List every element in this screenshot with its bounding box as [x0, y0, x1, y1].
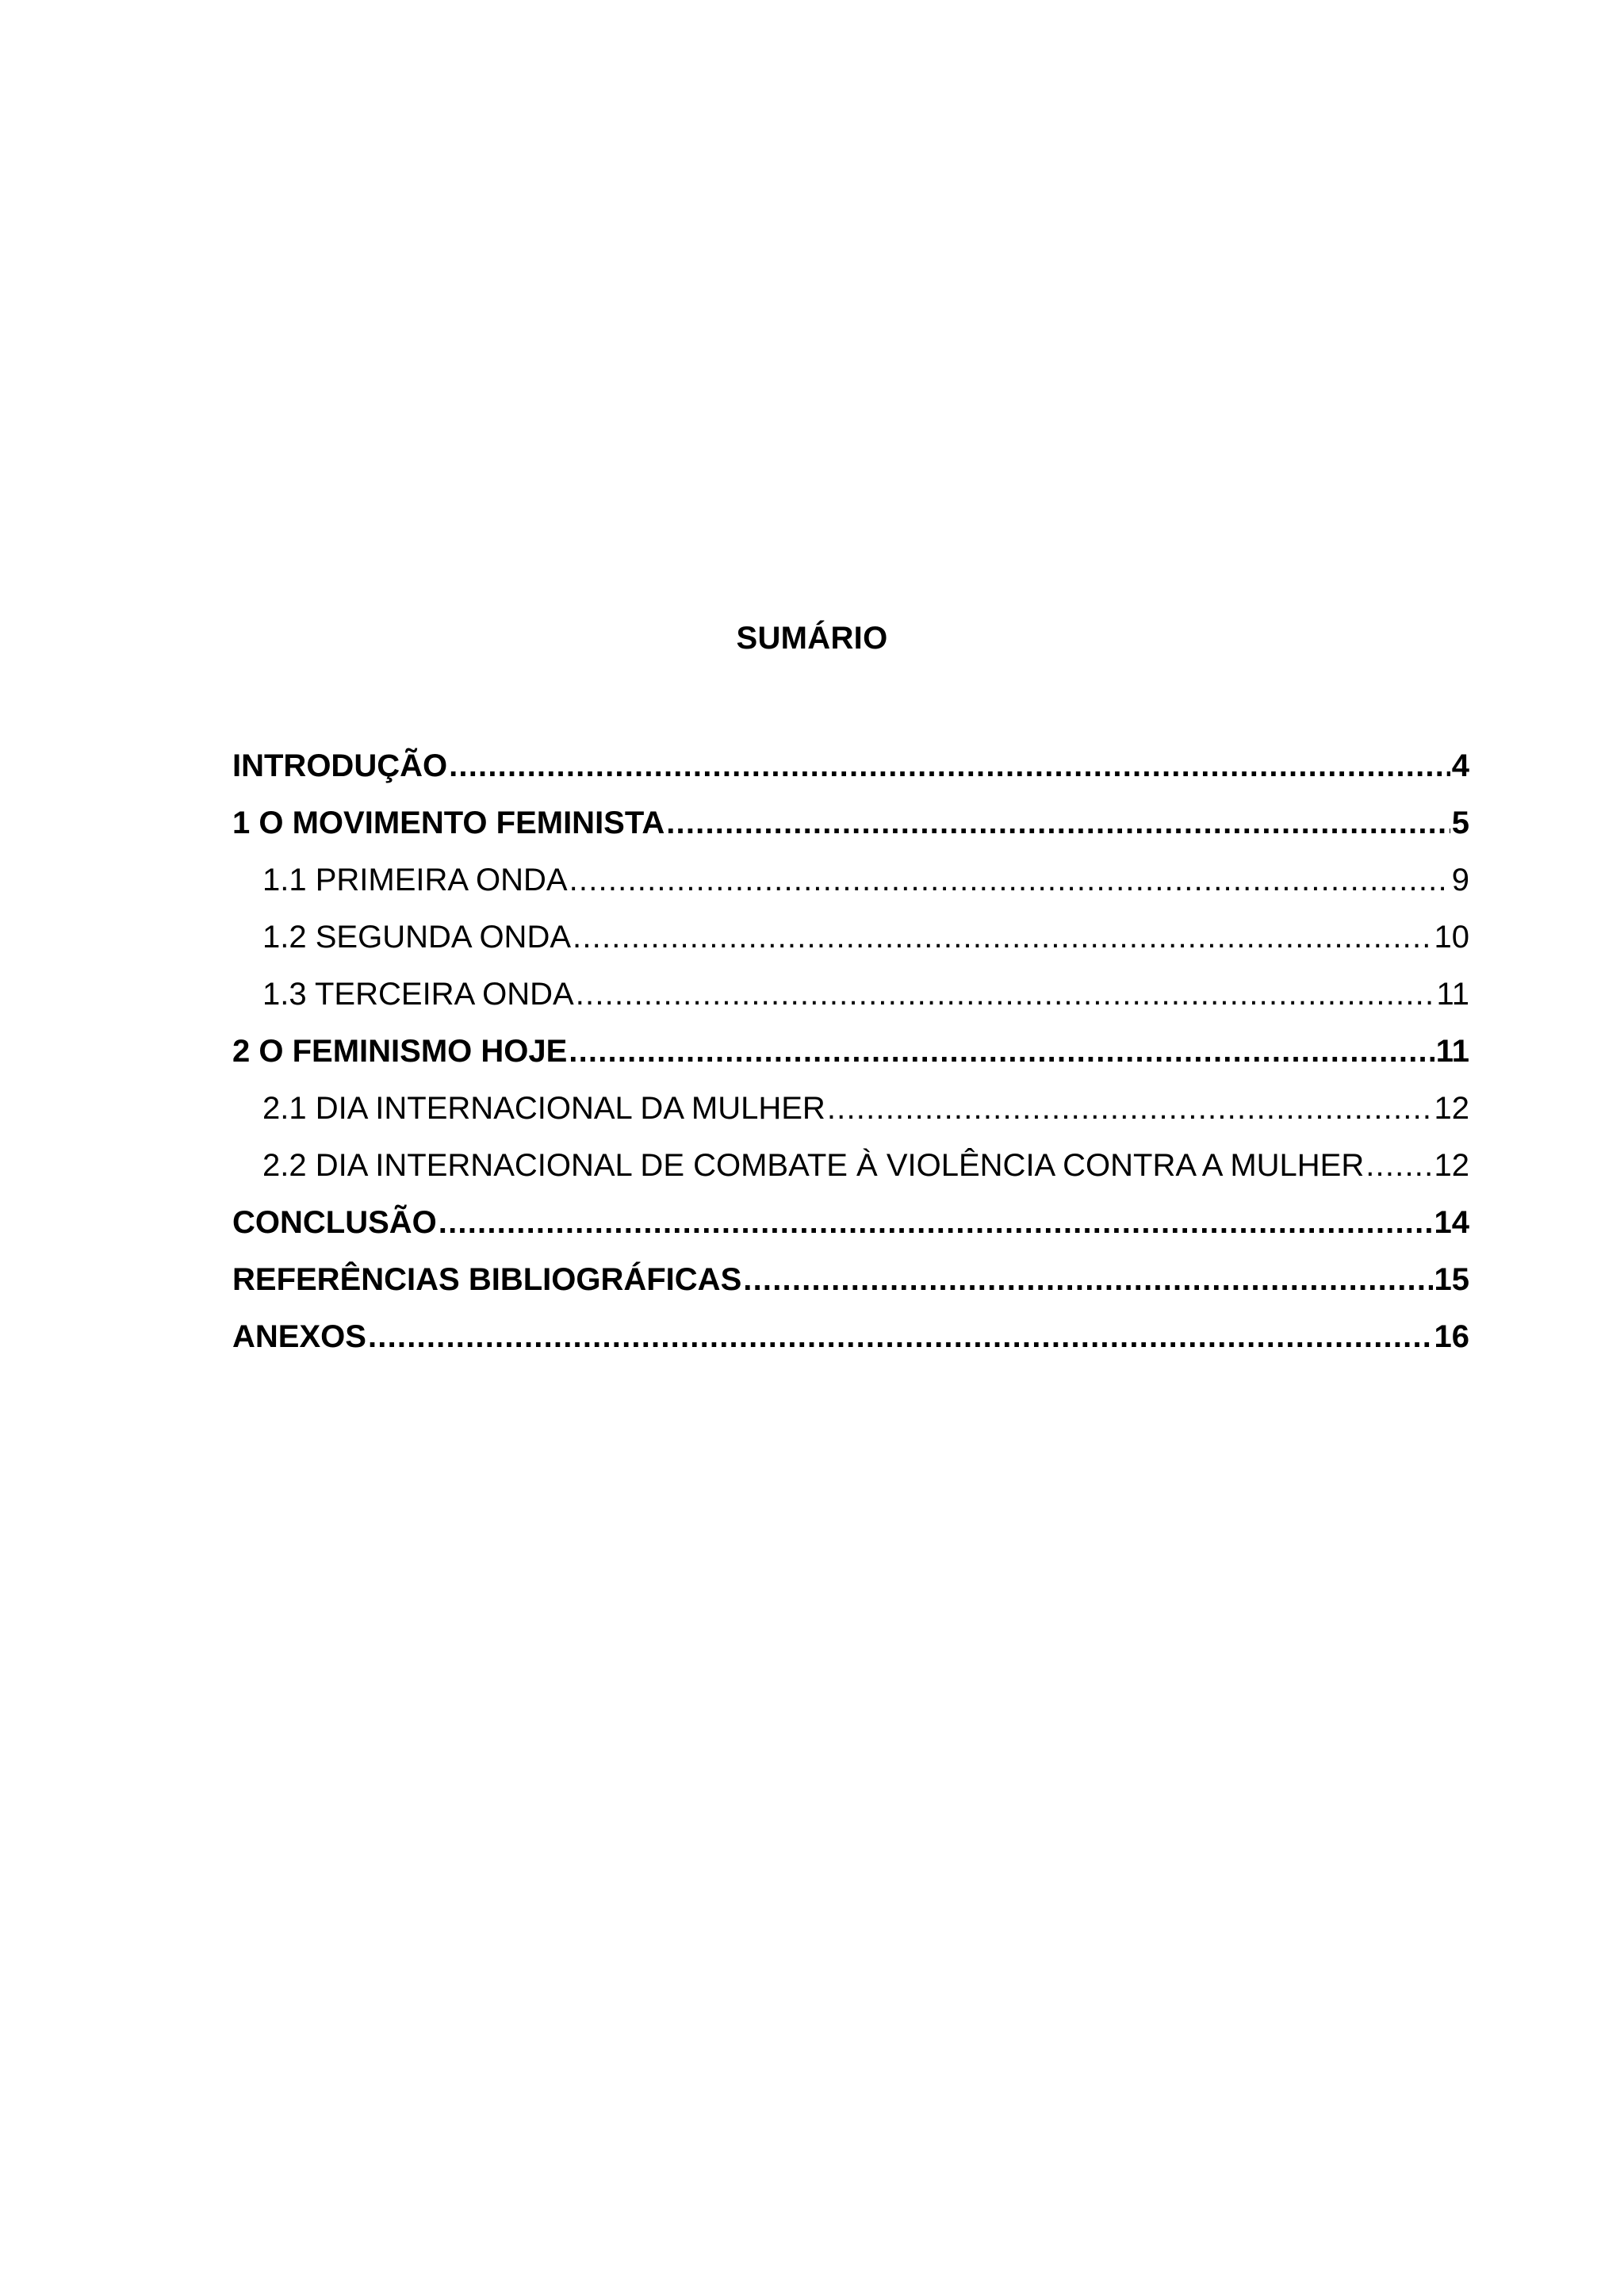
- toc-entry-primeira-onda[interactable]: [232, 860, 1469, 917]
- toc-entry-page-number: 14: [1434, 1205, 1469, 1240]
- toc-entry-page-number: 5: [1451, 806, 1469, 840]
- toc-entry-introducao[interactable]: [232, 746, 1469, 803]
- toc-entry-terceira-onda[interactable]: [232, 974, 1469, 1031]
- toc-entry-page-number: 10: [1434, 920, 1469, 955]
- toc-entry-label: ANEXOS: [232, 1319, 366, 1354]
- toc-entry-dia-combate-violencia[interactable]: [232, 1146, 1469, 1203]
- toc-dot-leader: [573, 917, 1432, 957]
- toc-entry-page-number: 12: [1434, 1148, 1469, 1183]
- table-of-contents: [232, 746, 1469, 1374]
- toc-entry-label: CONCLUSÃO: [232, 1205, 437, 1240]
- toc-entry-label: INTRODUÇÃO: [232, 748, 448, 783]
- toc-entry-page-number: 15: [1434, 1262, 1469, 1297]
- toc-entry-label: 2.2 DIA INTERNACIONAL DE COMBATE À VIOLÊNCIA CONTRA A MULHER: [262, 1148, 1365, 1183]
- toc-dot-leader: [666, 803, 1450, 843]
- toc-entry-label: 1.3 TERCEIRA ONDA: [262, 977, 574, 1012]
- toc-dot-leader: [569, 860, 1450, 900]
- toc-entry-referencias[interactable]: [232, 1260, 1469, 1317]
- toc-dot-leader: [743, 1260, 1432, 1299]
- toc-entry-conclusao[interactable]: [232, 1203, 1469, 1260]
- toc-dot-leader: [449, 746, 1450, 786]
- toc-dot-leader: [569, 1031, 1434, 1071]
- toc-entry-page-number: 9: [1451, 863, 1469, 897]
- toc-entry-page-number: 11: [1435, 1034, 1469, 1069]
- toc-dot-leader: [827, 1089, 1433, 1128]
- toc-dot-leader: [1365, 1146, 1432, 1185]
- toc-entry-label: 2 O FEMINISMO HOJE: [232, 1034, 568, 1069]
- toc-entry-label: REFERÊNCIAS BIBLIOGRÁFICAS: [232, 1262, 742, 1297]
- toc-entry-page-number: 11: [1436, 977, 1469, 1012]
- toc-dot-leader: [439, 1203, 1433, 1242]
- toc-entry-page-number: 4: [1451, 748, 1469, 783]
- toc-dot-leader: [576, 974, 1435, 1014]
- toc-entry-dia-internacional-mulher[interactable]: [232, 1089, 1469, 1146]
- toc-entry-label: 1.1 PRIMEIRA ONDA: [262, 863, 568, 897]
- toc-entry-segunda-onda[interactable]: [232, 917, 1469, 974]
- toc-entry-page-number: 12: [1434, 1091, 1469, 1126]
- toc-entry-anexos[interactable]: [232, 1317, 1469, 1374]
- toc-entry-label: 2.1 DIA INTERNACIONAL DA MULHER: [262, 1091, 825, 1126]
- toc-entry-feminismo-hoje[interactable]: [232, 1031, 1469, 1089]
- toc-dot-leader: [368, 1317, 1433, 1357]
- toc-entry-movimento-feminista[interactable]: [232, 803, 1469, 860]
- toc-title: SUMÁRIO: [736, 621, 888, 656]
- toc-entry-label: 1 O MOVIMENTO FEMINISTA: [232, 806, 665, 840]
- toc-entry-label: 1.2 SEGUNDA ONDA: [262, 920, 572, 955]
- toc-entry-page-number: 16: [1434, 1319, 1469, 1354]
